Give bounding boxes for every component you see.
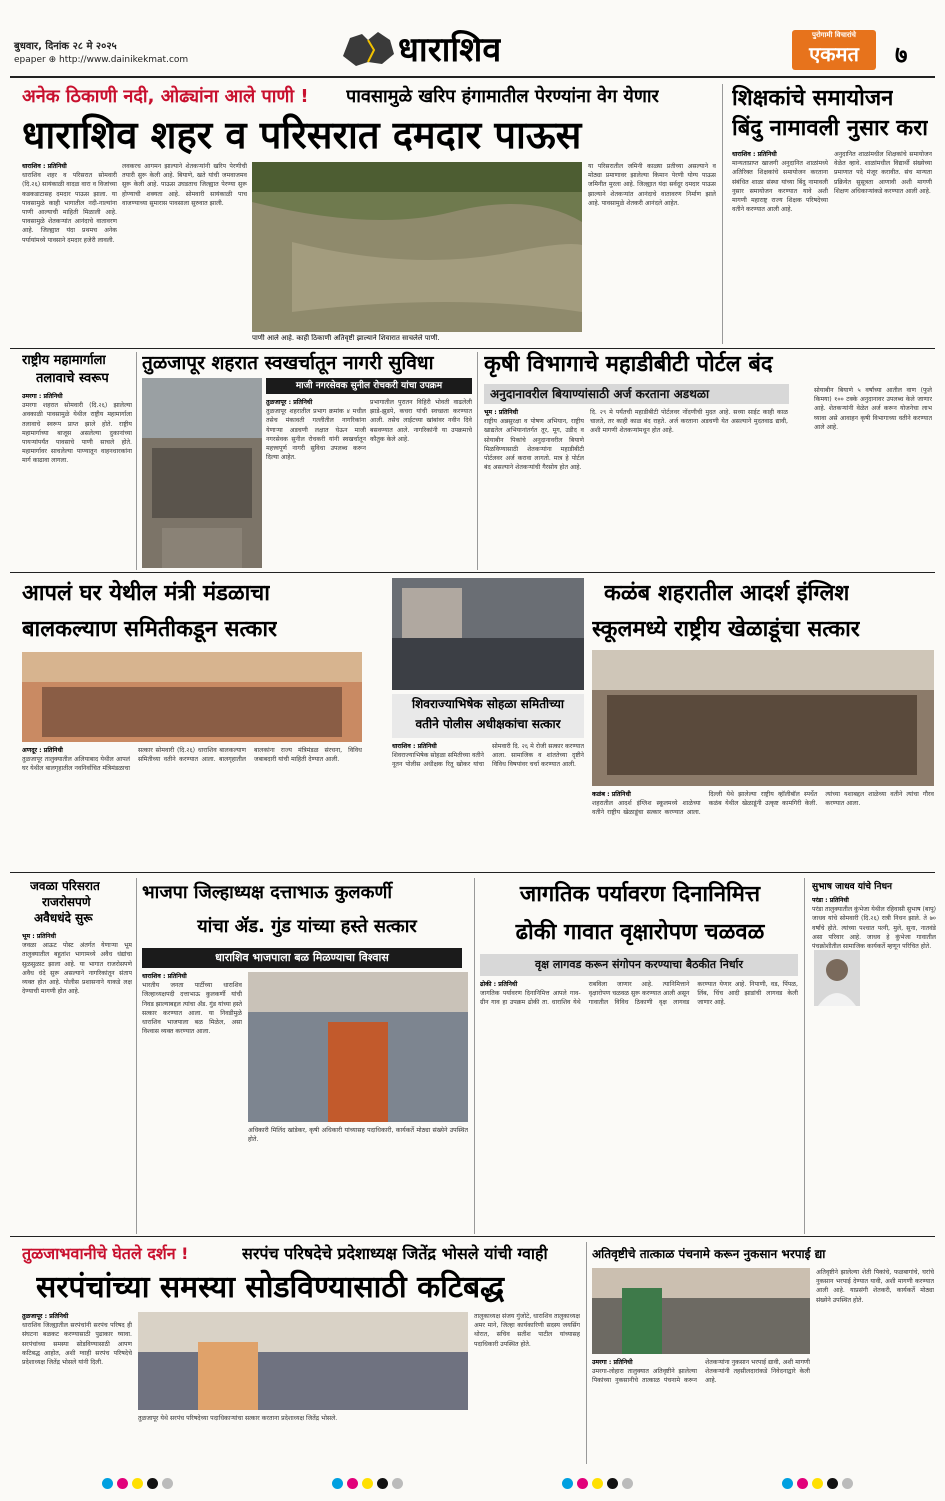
javala-body-text: जवळा आऊट पोस्ट अंतर्गत येणाऱ्या भूम तालुक्यातील बहुतांश भागामध्ये अवैध धंद्यांचा सुळसुळाट झाला आहे. या भागात राजरोसपणे अवैध धंदे सुरू असल्याने नागरिकांतून संताप व्यक्त होत आहे. पोलीस प्रशासनाने याकडे लक्ष देण्याची मागणी होत आहे. bbox=[22, 942, 132, 996]
masthead-date: बुधवार, दिनांक २८ मे २०२५ bbox=[14, 41, 117, 52]
sarpanch-body-col1 bbox=[22, 1312, 132, 1462]
rain-damage-byline: उमरगा : प्रतिनिधी bbox=[592, 1359, 633, 1366]
rain-damage-body-text: उमरगा-लोहारा तालुक्यात अतिवृष्टीने झालेल्या पिकांच्या नुकसानीचे तात्काळ पंचनामे करून शेतकऱ्यांना नुकसान भरपाई द्यावी, अशी मागणी शेतकऱ्यांनी तहसीलदारांकडे निवेदनाद्वारे केली आहे. bbox=[592, 1359, 810, 1385]
epaper-label: epaper bbox=[14, 55, 46, 65]
registration-dot-icon bbox=[147, 1478, 158, 1489]
page-number: ७ bbox=[895, 41, 908, 69]
registration-dot-icon bbox=[362, 1478, 373, 1489]
registration-dot-icon bbox=[332, 1478, 343, 1489]
masthead-divider bbox=[10, 76, 935, 78]
bjp-divider bbox=[474, 878, 475, 1234]
obituary-byline: परंडा : प्रतिनिधी bbox=[812, 897, 849, 904]
lead-photo-flood bbox=[252, 162, 582, 332]
bjp-body bbox=[142, 972, 242, 1230]
bjp-banner: धाराशिव भाजपाला बळ मिळण्याचा विश्वास bbox=[142, 948, 462, 968]
globe-icon: ⊕ bbox=[48, 55, 57, 65]
kalamb-body-text: शहरातील आदर्श इंग्लिश स्कूलमध्ये शाळेच्या वतीने राष्ट्रीय खेळाडूंचा सत्कार करण्यात आला. दिल्ली येथे झालेल्या राष्ट्रीय व्हॉलीबॉल स्पर्धेत कळंब येथील खेळाडूंनी उत्कृष्ट कामगिरी केली. त्यांच्या यशाबद्दल शाळेच्या वतीने त्यांचा गौरव करण्यात आला. bbox=[592, 791, 934, 817]
registration-dot-icon bbox=[347, 1478, 358, 1489]
environment-byline: ढोकी : प्रतिनिधी bbox=[480, 981, 518, 988]
teachers-body-col1 bbox=[732, 150, 828, 345]
sarpanch-divider bbox=[586, 1242, 587, 1464]
registration-dot-icon bbox=[607, 1478, 618, 1489]
section-divider-4 bbox=[10, 1236, 935, 1237]
javala-body bbox=[22, 932, 132, 1230]
javala-headline-1: जवळा परिसरात bbox=[30, 879, 100, 893]
registration-dot-icon bbox=[797, 1478, 808, 1489]
krushi-body-col1 bbox=[484, 408, 584, 568]
shivrajya-headline-1: शिवराज्याभिषेक सोहळा समितीच्या bbox=[412, 697, 564, 711]
registration-dot-icon bbox=[117, 1478, 128, 1489]
registration-dot-icon bbox=[377, 1478, 388, 1489]
tuljapur-body-col2 bbox=[370, 398, 472, 563]
tuljapur-body-2: प्रभागातील पुरातन विहिरी भोवती वाढलेली झाडे-झुडपे, कचरा यांची स्वच्छता करण्यात आली. तसेच लाईटच्या खांबांवर नवीन दिवे बसवण्यात आले. नागरिकांनी या उपक्रमाचे कौतुक केले आहे. bbox=[370, 399, 472, 443]
registration-dot-icon bbox=[592, 1478, 603, 1489]
sarpanch-subkicker: सरपंच परिषदेचे प्रदेशाध्यक्ष जितेंद्र भोसले यांची ग्वाही bbox=[242, 1244, 548, 1263]
highway-divider bbox=[136, 352, 137, 570]
registration-dot-icon bbox=[392, 1478, 403, 1489]
bjp-body-text-2: अधिकारी मिलिंद खांडेकर, कृषी अधिकारी यांच्यासह पदाधिकारी, कार्यकर्ते मोठ्या संख्येने उपस्थित होते. bbox=[248, 1127, 468, 1144]
edition-title: धाराशिव bbox=[398, 30, 502, 70]
section-divider-2 bbox=[10, 572, 935, 573]
lead-byline: धाराशिव : प्रतिनिधी bbox=[22, 163, 67, 170]
masthead bbox=[0, 0, 945, 78]
section-divider-3 bbox=[10, 872, 935, 873]
environment-divider bbox=[804, 878, 805, 1234]
teachers-headline-1: शिक्षकांचे समायोजन bbox=[732, 86, 894, 111]
aapla-ghar-byline: अणदूर : प्रतिनिधी bbox=[22, 747, 63, 754]
environment-subhead: वृक्ष लागवड करून संगोपन करण्याचा बैठकीत निर्धार bbox=[480, 954, 798, 976]
obituary-body-text: परंडा तालुक्यातील कुंभेजा येथील रहिवासी सुभाष (बापू) जाधव यांचे सोमवारी (दि.२६) रात्री निधन झाले. ते ७० वर्षांचे होते. त्यांच्या पश्चात पत्नी, मुले, सुना, नातवंडे असा परिवार आहे. जाधव हे कुंभेजा गावातील पंचक्रोशीतील सामाजिक कार्यकर्ते म्हणून परिचित होते. bbox=[812, 906, 936, 951]
tuljapur-body-1: तुळजापूर शहरातील प्रभाग क्रमांक ४ मधील तसेच मंकावती गल्लीतील नागरिकांना येणाऱ्या अडचणी लक्षात घेऊन माजी नगरसेवक सुनील रोचकरी यांनी स्वखर्चातून महत्त्वपूर्ण नागरी सुविधा उपलब्ध करून दिल्या आहेत. bbox=[266, 408, 366, 462]
registration-dot-icon bbox=[827, 1478, 838, 1489]
aapla-ghar-photo bbox=[22, 652, 362, 742]
tuljapur-banner: माजी नगरसेवक सुनील रोचकरी यांचा उपक्रम bbox=[266, 378, 472, 394]
sarpanch-body-col3 bbox=[474, 1312, 580, 1462]
brand-name: एकमत bbox=[809, 42, 859, 66]
lead-body-col2 bbox=[122, 162, 247, 340]
registration-dot-icon bbox=[162, 1478, 173, 1489]
lead-body-2: लवकरच आगमन झाल्याने शेतकऱ्यांनी खरिप पेरणीची तयारी सुरू केली आहे. बियाणे, खते यांची जमवाजमव सुरू केली आहे. पाऊस उघडताच जिल्ह्यात पेरण्या सुरू होण्याची शक्यता आहे. सोमवारी सायंकाळी पाच वाजण्याच्या सुमारास पावसाला सुरुवात झाली. bbox=[122, 163, 247, 207]
registration-dot-icon bbox=[562, 1478, 573, 1489]
rain-damage-photo bbox=[592, 1268, 810, 1354]
teachers-body-1: मान्यताप्राप्त खाजगी अनुदानित शाळांमध्ये अतिरिक्त शिक्षकांचे समायोजन करताना संबंधित शाळा संस्था यांच्या बिंदु नामावली नुसार समायोजन करण्यात यावे अशी मागणी महाराष्ट्र राज्य शिक्षक परिषदेच्या वतीने करण्यात आली आहे. bbox=[732, 160, 828, 214]
registration-marks-right bbox=[780, 1474, 855, 1488]
aapla-ghar-body-text: तुळजापूर तालुक्यातील अलियाबाद येथील आपलं घर येथील बालगृहातील नवनिर्वाचित मंत्रिमंडळाचा सत्कार सोमवारी (दि.२६) धाराशिव बालकल्याण समितीच्या वतीने करण्यात आला. बालगृहातील बालकांना राज्य मंत्रिमंडळ संरचना, विविध जबाबदारी यांची माहिती देण्यात आली. bbox=[22, 747, 362, 773]
tuljapur-byline: तुळजापूर : प्रतिनिधी bbox=[266, 399, 313, 406]
rain-damage-body bbox=[592, 1358, 810, 1462]
krushi-body-1: राष्ट्रीय अन्नसुरक्षा व पोषण अभियान, राष्ट्रीय खाद्यतेल अभियानांतर्गत तूर, मूग, उडीद व सोयाबीन पिकांचे अनुदानावरील बियाणे मिळविण्यासाठी शेतकऱ्यांना महाडीबीटी पोर्टलवर अर्ज करावा लागतो. मात्र हे पोर्टल बंद असल्याने शेतकऱ्यांची गैरसोय होत आहे. bbox=[484, 418, 584, 472]
highway-body-text: उमरगा शहरात सोमवारी (दि.२६) झालेल्या अवकाळी पावसामुळे येथील राष्ट्रीय महामार्गाला तलावाचे स्वरूप प्राप्त झाले होते. राष्ट्रीय महामार्गाच्या बाजूस असलेल्या दुकानांच्या पायऱ्यांपर्यंत पावसाचे पाणी साचले होते. महामार्गावर साचलेल्या पाण्यातून वाहनधारकांना मार्ग काढावा लागला. bbox=[22, 402, 132, 465]
teachers-byline: धाराशिव : प्रतिनिधी bbox=[732, 151, 777, 158]
lead-body-col3 bbox=[588, 162, 716, 332]
javala-headline-3: अवैधधंदे सुरू bbox=[34, 911, 93, 925]
registration-dot-icon bbox=[782, 1478, 793, 1489]
masthead-epaper bbox=[14, 55, 188, 65]
section-divider-1 bbox=[10, 348, 935, 349]
sarpanch-photo-caption bbox=[138, 1414, 468, 1462]
registration-dot-icon bbox=[842, 1478, 853, 1489]
bjp-headline-1: भाजपा जिल्हाध्यक्ष दत्ताभाऊ कुलकर्णी bbox=[142, 882, 393, 903]
environment-body-text: जागतिक पर्यावरण दिनानिमित्त आपले गाव-ग्रीन गाव हा उपक्रम ढोकी ता. धाराशिव येथे राबविला जाणार आहे. त्यानिमित्ताने वृक्षारोपण चळवळ सुरू करण्यात आली असून गावातील विविध ठिकाणी वृक्ष लागवड करण्यात येणार आहे. निपाणी, वड, पिंपळ, लिंब, चिंच आदी झाडांची लागवड केली जाणार आहे. bbox=[480, 981, 798, 1007]
lead-kicker: अनेक ठिकाणी नदी, ओढ्यांना आले पाणी ! bbox=[22, 86, 309, 107]
sarpanch-body-text: धाराशिव जिल्ह्यातील सरपंचांनी सरपंच परिषद ही संघटना बळकट करण्यासाठी पुढाकार घ्यावा. सरपंचांच्या समस्या सोडविण्यासाठी आपण कटिबद्ध आहोत, अशी ग्वाही सरपंच परिषदेचे प्रदेशाध्यक्ष जितेंद्र भोसले यांनी दिली. bbox=[22, 1322, 132, 1367]
obituary-headline: सुभाष जाधव यांचे निधन bbox=[812, 882, 893, 892]
environment-headline-1: जागतिक पर्यावरण दिनानिमित्त bbox=[519, 882, 761, 907]
kalamb-photo bbox=[592, 650, 934, 786]
tuljapur-divider bbox=[477, 352, 478, 570]
kalamb-headline-2: स्कूलमध्ये राष्ट्रीय खेळाडूंचा सत्कार bbox=[592, 617, 860, 642]
kalamb-byline: कळंब : प्रतिनिधी bbox=[592, 791, 631, 798]
aapla-ghar-body bbox=[22, 746, 362, 866]
registration-dot-icon bbox=[812, 1478, 823, 1489]
edition-map-icon bbox=[338, 26, 398, 70]
highway-headline-2: तलावाचे स्वरूप bbox=[36, 371, 109, 386]
tuljapur-photo bbox=[142, 378, 262, 568]
lead-subkicker: पावसामुळे खरिप हंगामातील पेरण्यांना वेग येणार bbox=[346, 86, 659, 107]
shivrajya-body bbox=[392, 742, 584, 867]
shivrajya-headline-box bbox=[392, 694, 584, 738]
aapla-ghar-headline-2: बालकल्याण समितीकडून सत्कार bbox=[22, 617, 278, 642]
lead-right-divider bbox=[722, 84, 723, 344]
rain-damage-body-col3 bbox=[816, 1268, 934, 1462]
krushi-body-col2 bbox=[590, 408, 788, 568]
brand-logo bbox=[792, 30, 876, 70]
bjp-headline-2: यांचा ॲड. गुंड यांच्या हस्ते सत्कार bbox=[197, 916, 417, 937]
kalamb-body bbox=[592, 790, 934, 868]
shivrajya-byline: धाराशिव : प्रतिनिधी bbox=[392, 743, 437, 750]
registration-marks-left bbox=[100, 1474, 175, 1488]
brand-tagline: पुरोगामी विचारांचे bbox=[812, 31, 856, 39]
lead-photo-caption: पाणी आले आहे. काही ठिकाणी अतिवृष्टी झाल्याने शिवारात साचलेले पाणी. bbox=[252, 334, 440, 342]
environment-headline-2: ढोकी गावात वृक्षारोपण चळवळ bbox=[515, 920, 765, 945]
registration-dot-icon bbox=[622, 1478, 633, 1489]
lead-body-3: या परिसरातील जमिनी काळ्या प्रतीच्या असल्याने व मोठ्या प्रमाणावर झालेल्या किमान पेरणी योग्य पाऊस जमिनीत मुरला आहे. जिल्ह्यात यंदा सर्वदूर दमदार पाऊस झाल्याने शेतकऱ्यांत आनंदाचे वातावरण निर्माण झाले आहे. पावसामुळे शेतकरी आनंदले आहेत. bbox=[588, 163, 716, 207]
bjp-photo bbox=[248, 972, 468, 1122]
sarpanch-photo bbox=[138, 1312, 468, 1410]
environment-body bbox=[480, 980, 798, 1230]
lead-headline: धाराशिव शहर व परिसरात दमदार पाऊस bbox=[22, 113, 582, 157]
teachers-body-2: अनुदानित शाळांमधील शिक्षकांचे समायोजन वेळेत व्हावे. शाळांमधील विद्यार्थी संख्येच्या प्रमाणात पदे मंजूर करावीत. संच मान्यता प्रक्रियेत सुसूत्रता आणावी अशी मागणी शिक्षण अधिकाऱ्यांकडे करण्यात आली आहे. bbox=[834, 151, 932, 195]
tuljapur-body-col1 bbox=[266, 398, 366, 563]
javala-byline: भूम : प्रतिनिधी bbox=[22, 933, 56, 940]
rain-damage-body-text-2: अतिवृष्टीने झालेल्या शेती पिकांचे, फळबागांचे, घरांचे नुकसान भरपाई देण्यात यावी, अशी मागणी करण्यात आली आहे. याप्रसंगी शेतकरी, कार्यकर्ते मोठ्या संख्येने उपस्थित होते. bbox=[816, 1269, 934, 1304]
tuljapur-headline: तुळजापूर शहरात स्वखर्चातून नागरी सुविधा bbox=[142, 352, 434, 374]
shivrajya-headline-2: वतीने पोलीस अधीक्षकांचा सत्कार bbox=[415, 717, 561, 731]
javala-headline-2: राजरोसपणे bbox=[42, 895, 91, 909]
sarpanch-caption-text: तुळजापूर येथे सरपंच परिषदेच्या पदाधिकाऱ्यांचा सत्कार करताना प्रदेशाध्यक्ष जितेंद्र भोसले. bbox=[138, 1415, 338, 1422]
krushi-body-3: सोयाबीन बियाणे ५ वर्षांच्या आतील वाण (फुले किमया) १०० टक्के अनुदानावर उपलब्ध केले जाणार आहे. शेतकऱ्यांनी वेळेत अर्ज करून योजनेचा लाभ घ्यावा असे आवाहन कृषी विभागाच्या वतीने करण्यात आले आहे. bbox=[814, 387, 932, 431]
krushi-subhead: अनुदानावरील बियाण्यांसाठी अर्ज करताना अडथळा bbox=[484, 384, 789, 404]
bjp-body-text: भारतीय जनता पार्टीच्या धाराशिव जिल्हाध्यक्षपदी दत्ताभाऊ कुलकर्णी यांची निवड झाल्याबद्दल त्यांचा ॲड. गुंड यांच्या हस्ते सत्कार करण्यात आला. या निवडीमुळे धाराशिव भाजपाला बळ मिळेल, असा विश्वास व्यक्त करण्यात आला. bbox=[142, 982, 242, 1036]
krushi-byline: भूम : प्रतिनिधी bbox=[484, 409, 518, 416]
bjp-body-bottom bbox=[248, 1126, 468, 1230]
obituary-body bbox=[812, 896, 936, 1230]
shivrajya-photo bbox=[392, 578, 584, 690]
krushi-body-2: दि. २९ मे पर्यंतची महाडीबीटी पोर्टलवर नोंदणीची मुदत आहे. सध्या साईट काही काळ चालते, तर काही काळ बंद राहते. अर्ज करताना अडचणी येत असल्याने मुदतवाढ द्यावी, अशी मागणी शेतकऱ्यांमधून होत आहे. bbox=[590, 409, 788, 435]
teachers-headline-2: बिंदु नामावली नुसार करा bbox=[732, 116, 928, 141]
sarpanch-body-text-2: तालुकाध्यक्ष संजय गुंजोटे, धाराशिव तालुकाध्यक्ष अमर माने, जिल्हा कार्यकारिणी सदस्य जयसिंग थोरात, सचिव सतीश पाटील यांच्यासह पदाधिकारी उपस्थित होते. bbox=[474, 1313, 580, 1348]
bjp-byline: धाराशिव : प्रतिनिधी bbox=[142, 973, 187, 980]
shivrajya-body-text: शिवराज्याभिषेक सोहळा समितीच्या वतीने नूतन पोलीस अधीक्षक रितू खोकर यांचा सोमवारी दि. २६ मे रोजी सत्कार करण्यात आला. सामाजिक व शांततेच्या दृष्टीने विविध विषयांवर चर्चा करण्यात आली. bbox=[392, 743, 584, 769]
highway-body bbox=[22, 392, 132, 567]
krushi-body-col3 bbox=[814, 386, 932, 568]
registration-dot-icon bbox=[577, 1478, 588, 1489]
registration-dot-icon bbox=[102, 1478, 113, 1489]
aapla-ghar-headline-1: आपलं घर येथील मंत्री मंडळाचा bbox=[22, 581, 270, 606]
highway-byline: उमरगा : प्रतिनिधी bbox=[22, 393, 63, 400]
registration-dot-icon bbox=[132, 1478, 143, 1489]
kalamb-headline-1: कळंब शहरातील आदर्श इंग्लिश bbox=[604, 581, 850, 606]
highway-headline-1: राष्ट्रीय महामार्गाला bbox=[22, 353, 106, 368]
teachers-body-col2 bbox=[834, 150, 932, 345]
krushi-headline: कृषी विभागाचे महाडीबीटी पोर्टल बंद bbox=[484, 352, 773, 377]
javala-divider bbox=[136, 878, 137, 1234]
sarpanch-kicker: तुळजाभवानीचे घेतले दर्शन ! bbox=[22, 1244, 189, 1263]
registration-marks-center bbox=[330, 1474, 405, 1488]
lead-body-1: धाराशिव शहर व परिसरात सोमवारी (दि.२६) सायंकाळी वादळ वारा व विजांच्या कडकडाटासह दमदार पाऊस झाला. या पावसामुळे काही भागातील नदी-नाल्यांना पाणी आल्याची माहिती मिळाली आहे. पावसामुळे शेतकऱ्यांत आनंदाचे वातावरण आहे. जिल्ह्यात यंदा प्रथमच अनेक पर्यायांमध्ये पावसाने दमदार हजेरी लावली. bbox=[22, 172, 117, 244]
sarpanch-headline: सरपंचांच्या समस्या सोडविण्यासाठी कटिबद्ध bbox=[36, 1270, 505, 1305]
rain-damage-headline: अतिवृष्टीचे तात्काळ पंचनामे करून नुकसान भरपाई द्या bbox=[592, 1247, 826, 1261]
epaper-link[interactable]: http://www.dainikekmat.com bbox=[59, 55, 189, 65]
registration-marks-center-right bbox=[560, 1474, 635, 1488]
lead-body-col1 bbox=[22, 162, 117, 340]
sarpanch-byline: तुळजापूर : प्रतिनिधी bbox=[22, 1313, 69, 1320]
